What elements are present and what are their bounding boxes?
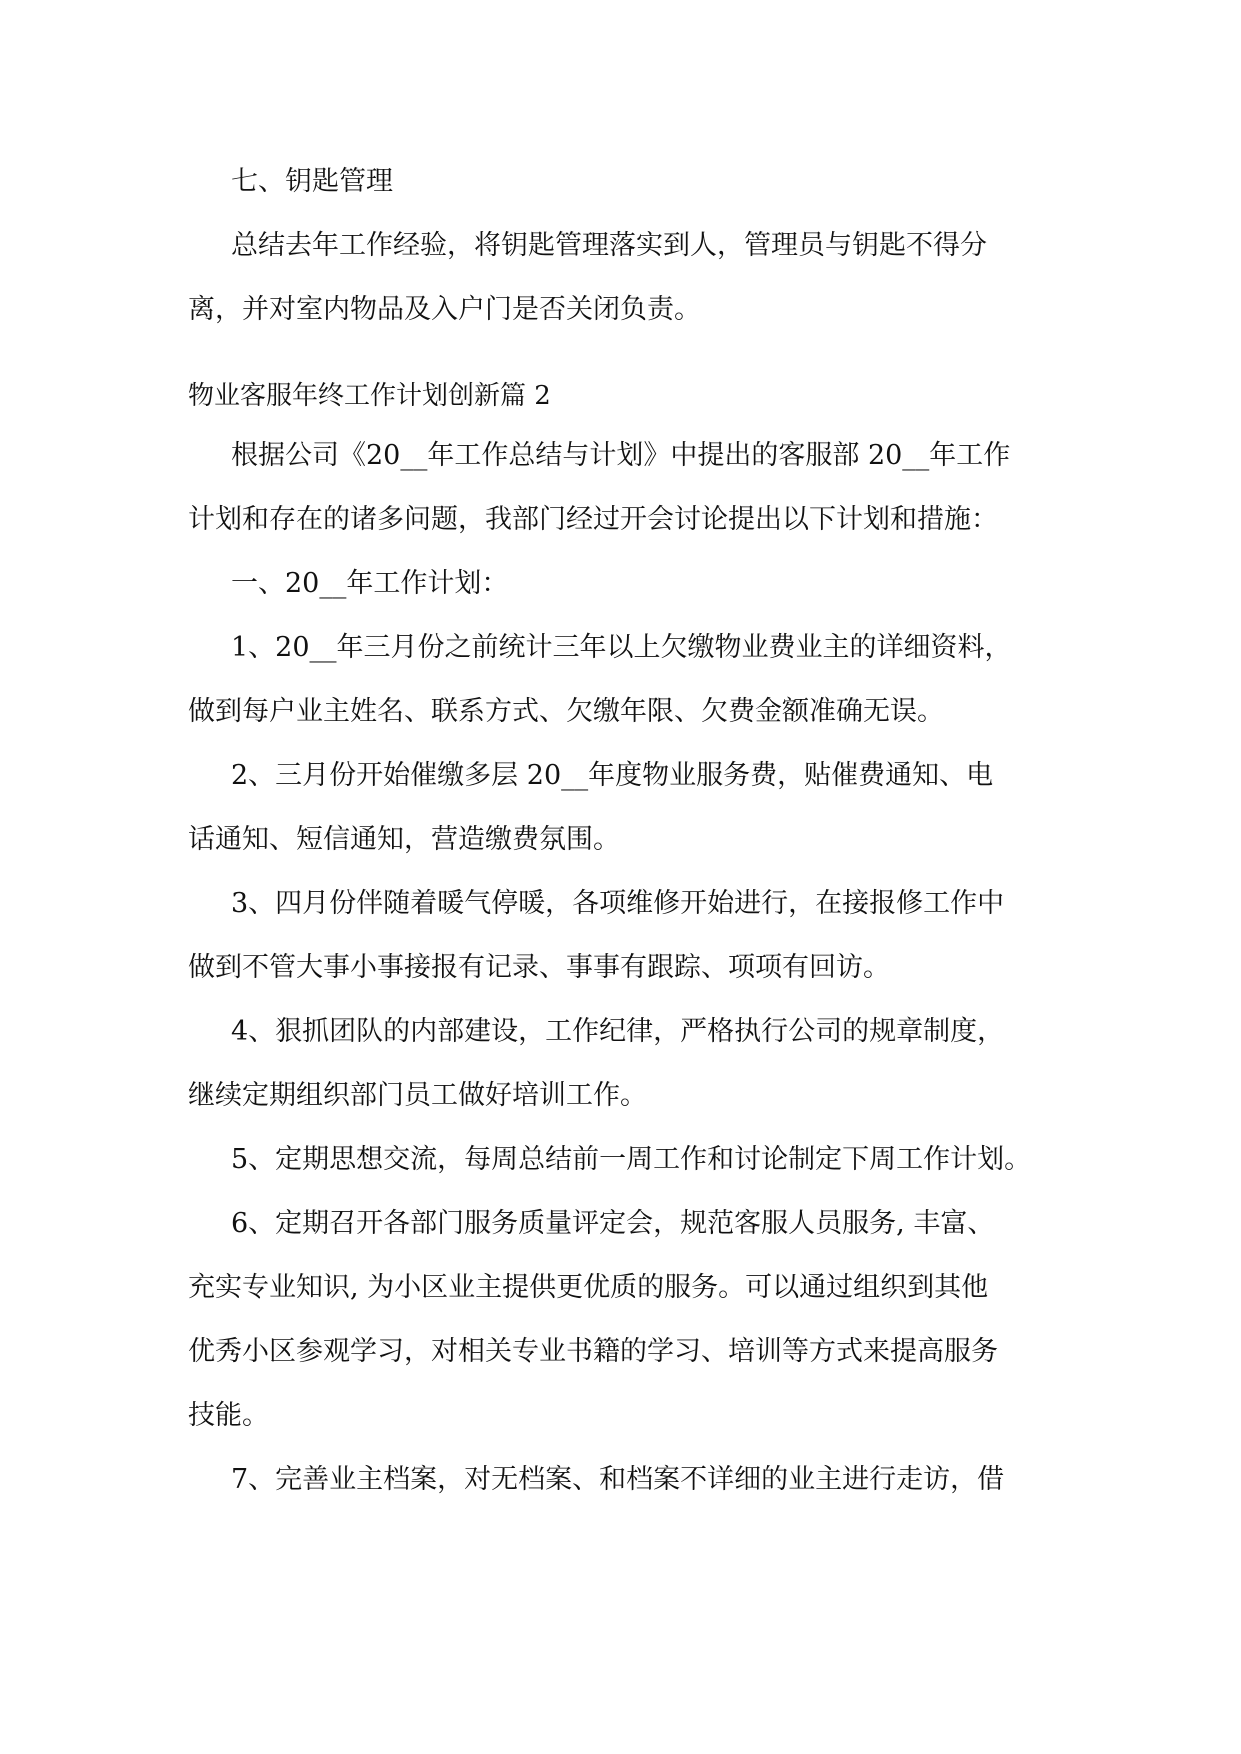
item-6-line-4: 技能。 (188, 1400, 269, 1431)
item-1-line-1: 1、20__年三月份之前统计三年以上欠缴物业费业主的详细资料， (231, 632, 1012, 663)
intro-line-2: 计划和存在的诸多问题，我部门经过开会讨论提出以下计划和措施： (188, 504, 998, 535)
plan-title: 一、20__年工作计划： (231, 568, 509, 599)
item-7-line-1: 7、完善业主档案，对无档案、和档案不详细的业主进行走访，借 (231, 1464, 1005, 1495)
item-4-line-1: 4、狠抓团队的内部建设，工作纪律，严格执行公司的规章制度， (231, 1016, 1005, 1047)
item-3-line-1: 3、四月份伴随着暖气停暖，各项维修开始进行，在接报修工作中 (231, 888, 1005, 919)
intro-line-1: 根据公司《20__年工作总结与计划》中提出的客服部 20__年工作 (231, 440, 1011, 471)
article-body (188, 424, 1058, 1512)
item-3-line-2: 做到不管大事小事接报有记录、事事有跟踪、项项有回访。 (188, 952, 890, 983)
item-2-line-1: 2、三月份开始催缴多层 20__年度物业服务费，贴催费通知、电 (231, 760, 994, 791)
article-title: 物业客服年终工作计划创新篇 2 (188, 381, 551, 411)
item-5-line-1: 5、定期思想交流，每周总结前一周工作和讨论制定下周工作计划。 (231, 1144, 1032, 1175)
article-heading (188, 364, 1058, 428)
item-6-line-1: 6、定期召开各部门服务质量评定会，规范客服人员服务, 丰富、 (231, 1208, 995, 1239)
item-2-line-2: 话通知、短信通知，营造缴费氛围。 (188, 824, 620, 855)
section-7-line-2: 离，并对室内物品及入户门是否关闭负责。 (188, 294, 701, 325)
section-7 (188, 150, 1058, 342)
item-6-line-3: 优秀小区参观学习，对相关专业书籍的学习、培训等方式来提高服务 (188, 1336, 998, 1367)
section-7-title: 七、钥匙管理 (231, 166, 393, 197)
item-4-line-2: 继续定期组织部门员工做好培训工作。 (188, 1080, 647, 1111)
item-6-line-2: 充实专业知识, 为小区业主提供更优质的服务。可以通过组织到其他 (188, 1272, 989, 1303)
item-1-line-2: 做到每户业主姓名、联系方式、欠缴年限、欠费金额准确无误。 (188, 696, 944, 727)
section-7-line-1: 总结去年工作经验，将钥匙管理落实到人，管理员与钥匙不得分 (231, 230, 987, 261)
